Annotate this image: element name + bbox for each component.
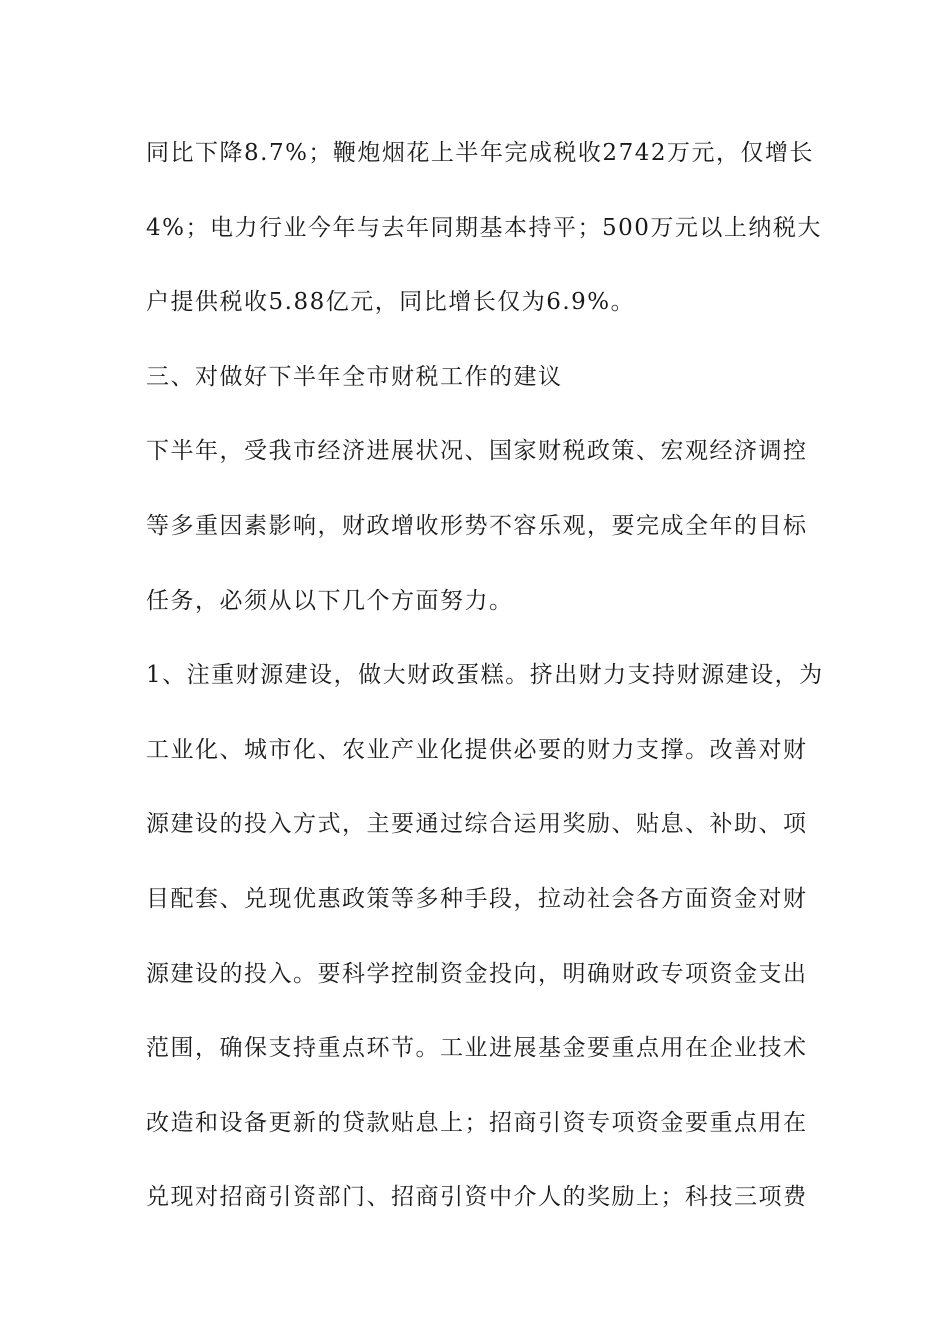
text-line: 源建设的投入方式，主要通过综合运用奖励、贴息、补助、项 (146, 811, 808, 838)
text-line: 同比下降8.7%；鞭炮烟花上半年完成税收2742万元，仅增长 (146, 140, 814, 166)
text-line: 任务，必须从以下几个方面努力。 (146, 587, 514, 614)
text-line: 兑现对招商引资部门、招商引资中介人的奖励上；科技三项费 (146, 1184, 808, 1211)
text-line: 工业化、城市化、农业产业化提供必要的财力支撑。改善对财 (146, 736, 808, 763)
text-line: 源建设的投入。要科学控制资金投向，明确财政专项资金支出 (146, 960, 808, 987)
text-line: 户提供税收5.88亿元，同比增长仅为6.9%。 (146, 289, 636, 316)
text-line: 目配套、兑现优惠政策等多种手段，拉动社会各方面资金对财 (146, 885, 808, 912)
text-line: 范围，确保支持重点环节。工业进展基金要重点用在企业技术 (146, 1035, 808, 1062)
text-line: 1、注重财源建设，做大财政蛋糕。挤出财力支持财源建设，为 (146, 662, 824, 689)
text-line: 4%；电力行业今年与去年同期基本持平；500万元以上纳税大 (146, 214, 822, 241)
text-line: 下半年，受我市经济进展状况、国家财税政策、宏观经济调控 (146, 438, 808, 465)
section-heading: 三、对做好下半年全市财税工作的建议 (146, 363, 563, 390)
text-line: 等多重因素影响，财政增收形势不容乐观，要完成全年的目标 (146, 512, 808, 539)
document-body (146, 126, 824, 1245)
text-line: 改造和设备更新的贷款贴息上；招商引资专项资金要重点用在 (146, 1109, 808, 1136)
